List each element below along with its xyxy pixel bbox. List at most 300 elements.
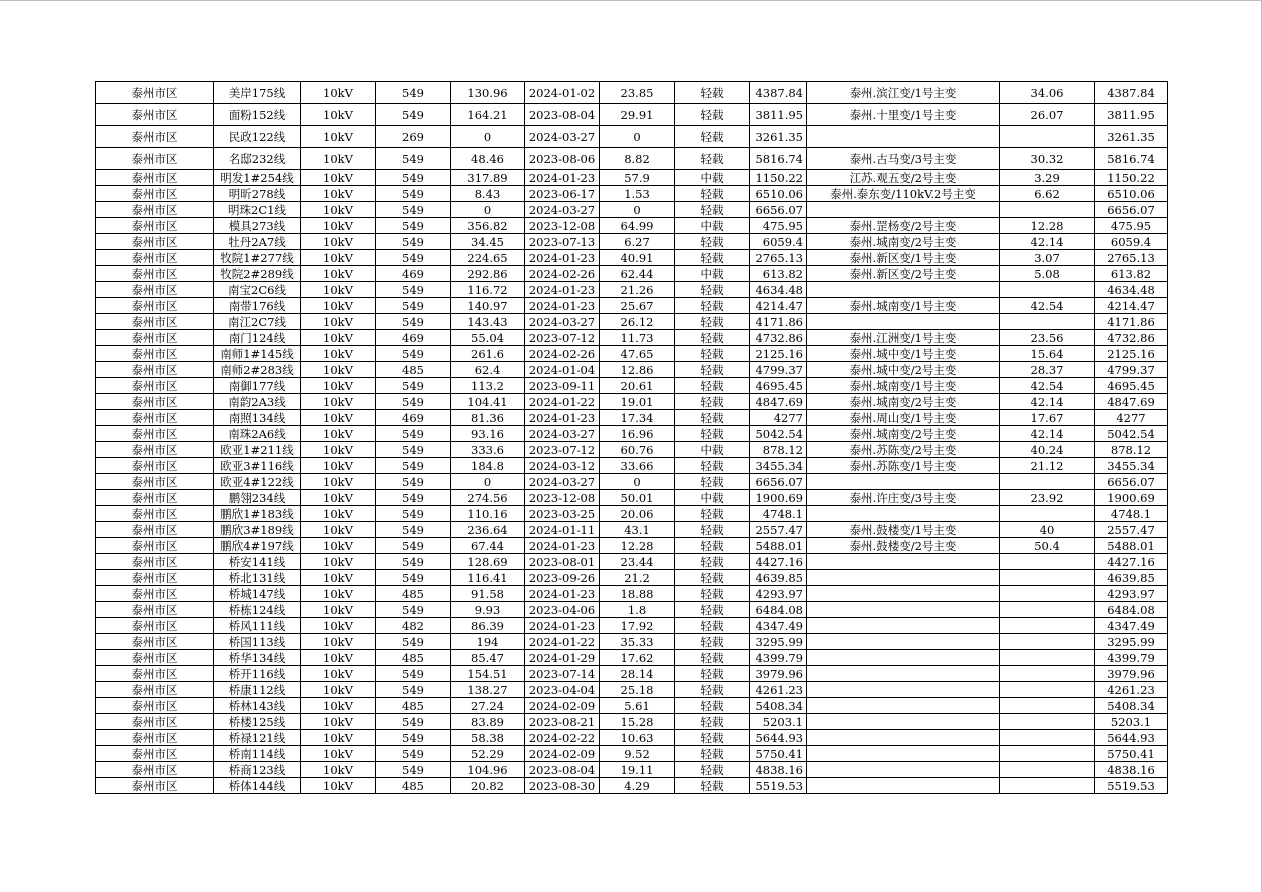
table-row <box>96 554 1168 570</box>
date-cell: 2023-08-30 <box>525 778 600 794</box>
region-cell: 泰州市区 <box>96 202 214 218</box>
open-capacity-cell: 4387.84 <box>1095 82 1168 104</box>
load-rate-cell: 33.66 <box>600 458 675 474</box>
table-row <box>96 746 1168 762</box>
transformer-load-rate-cell: 15.64 <box>1000 346 1095 362</box>
region-cell: 泰州市区 <box>96 442 214 458</box>
load-status-cell: 轻载 <box>675 346 750 362</box>
transformer-load-rate-cell <box>1000 602 1095 618</box>
region-cell: 泰州市区 <box>96 490 214 506</box>
substation-transformer-cell <box>807 126 1000 148</box>
load-status-cell: 轻载 <box>675 426 750 442</box>
feeder-name-cell: 明珠2C1线 <box>214 202 301 218</box>
voltage-cell: 10kV <box>301 298 376 314</box>
date-cell: 2024-01-23 <box>525 538 600 554</box>
load-status-cell: 轻载 <box>675 410 750 426</box>
feeder-name-cell: 明昕278线 <box>214 186 301 202</box>
table-row <box>96 186 1168 202</box>
available-capacity-cell: 4732.86 <box>750 330 807 346</box>
substation-transformer-cell: 泰州.城南变/2号主变 <box>807 394 1000 410</box>
date-cell: 2024-01-29 <box>525 650 600 666</box>
feeder-name-cell: 欧亚1#211线 <box>214 442 301 458</box>
max-load-cell: 55.04 <box>451 330 525 346</box>
date-cell: 2024-01-11 <box>525 522 600 538</box>
available-capacity-cell: 2557.47 <box>750 522 807 538</box>
feeder-name-cell: 美岸175线 <box>214 82 301 104</box>
date-cell: 2024-01-23 <box>525 410 600 426</box>
substation-transformer-cell: 江苏.观五变/2号主变 <box>807 170 1000 186</box>
feeder-name-cell: 桥风111线 <box>214 618 301 634</box>
date-cell: 2023-04-06 <box>525 602 600 618</box>
substation-transformer-cell: 泰州.十里变/1号主变 <box>807 104 1000 126</box>
substation-transformer-cell: 泰州.滨江变/1号主变 <box>807 82 1000 104</box>
transformer-load-rate-cell <box>1000 634 1095 650</box>
load-status-cell: 轻载 <box>675 330 750 346</box>
table-row <box>96 570 1168 586</box>
transformer-load-rate-cell: 42.54 <box>1000 298 1095 314</box>
load-rate-cell: 20.06 <box>600 506 675 522</box>
table-row <box>96 602 1168 618</box>
date-cell: 2024-01-23 <box>525 282 600 298</box>
rated-capacity-cell: 549 <box>376 538 451 554</box>
load-rate-cell: 11.73 <box>600 330 675 346</box>
date-cell: 2023-08-06 <box>525 148 600 170</box>
date-cell: 2023-12-08 <box>525 218 600 234</box>
max-load-cell: 113.2 <box>451 378 525 394</box>
feeder-name-cell: 桥安141线 <box>214 554 301 570</box>
feeder-name-cell: 桥康112线 <box>214 682 301 698</box>
feeder-name-cell: 南师1#145线 <box>214 346 301 362</box>
transformer-load-rate-cell <box>1000 778 1095 794</box>
rated-capacity-cell: 549 <box>376 250 451 266</box>
feeder-name-cell: 桥城147线 <box>214 586 301 602</box>
substation-transformer-cell <box>807 762 1000 778</box>
voltage-cell: 10kV <box>301 282 376 298</box>
open-capacity-cell: 4347.49 <box>1095 618 1168 634</box>
rated-capacity-cell: 549 <box>376 746 451 762</box>
table-row <box>96 234 1168 250</box>
load-status-cell: 轻载 <box>675 554 750 570</box>
voltage-cell: 10kV <box>301 602 376 618</box>
feeder-name-cell: 民政122线 <box>214 126 301 148</box>
rated-capacity-cell: 485 <box>376 778 451 794</box>
feeder-name-cell: 鹏欣3#189线 <box>214 522 301 538</box>
load-status-cell: 轻载 <box>675 714 750 730</box>
feeder-name-cell: 牧院2#289线 <box>214 266 301 282</box>
date-cell: 2023-08-04 <box>525 104 600 126</box>
voltage-cell: 10kV <box>301 218 376 234</box>
table-row <box>96 298 1168 314</box>
open-capacity-cell: 613.82 <box>1095 266 1168 282</box>
substation-transformer-cell <box>807 682 1000 698</box>
feeder-name-cell: 欧亚4#122线 <box>214 474 301 490</box>
open-capacity-cell: 4799.37 <box>1095 362 1168 378</box>
available-capacity-cell: 3295.99 <box>750 634 807 650</box>
region-cell: 泰州市区 <box>96 682 214 698</box>
load-rate-cell: 1.53 <box>600 186 675 202</box>
available-capacity-cell: 3811.95 <box>750 104 807 126</box>
substation-transformer-cell <box>807 666 1000 682</box>
substation-transformer-cell: 泰州.苏陈变/2号主变 <box>807 442 1000 458</box>
transformer-load-rate-cell: 34.06 <box>1000 82 1095 104</box>
voltage-cell: 10kV <box>301 148 376 170</box>
available-capacity-cell: 5519.53 <box>750 778 807 794</box>
max-load-cell: 62.4 <box>451 362 525 378</box>
max-load-cell: 52.29 <box>451 746 525 762</box>
load-status-cell: 轻载 <box>675 148 750 170</box>
voltage-cell: 10kV <box>301 490 376 506</box>
transformer-load-rate-cell <box>1000 474 1095 490</box>
feeder-name-cell: 桥商123线 <box>214 762 301 778</box>
substation-transformer-cell <box>807 634 1000 650</box>
rated-capacity-cell: 549 <box>376 714 451 730</box>
available-capacity-cell: 475.95 <box>750 218 807 234</box>
voltage-cell: 10kV <box>301 410 376 426</box>
available-capacity-cell: 5488.01 <box>750 538 807 554</box>
available-capacity-cell: 4171.86 <box>750 314 807 330</box>
feeder-name-cell: 南江2C7线 <box>214 314 301 330</box>
date-cell: 2023-08-01 <box>525 554 600 570</box>
table-row <box>96 474 1168 490</box>
transformer-load-rate-cell: 42.14 <box>1000 234 1095 250</box>
load-status-cell: 轻载 <box>675 82 750 104</box>
date-cell: 2024-01-04 <box>525 362 600 378</box>
date-cell: 2024-01-02 <box>525 82 600 104</box>
voltage-cell: 10kV <box>301 202 376 218</box>
available-capacity-cell: 6656.07 <box>750 202 807 218</box>
date-cell: 2023-08-21 <box>525 714 600 730</box>
substation-transformer-cell <box>807 202 1000 218</box>
transformer-load-rate-cell: 40 <box>1000 522 1095 538</box>
load-status-cell: 轻载 <box>675 618 750 634</box>
date-cell: 2023-12-08 <box>525 490 600 506</box>
available-capacity-cell: 6656.07 <box>750 474 807 490</box>
voltage-cell: 10kV <box>301 330 376 346</box>
voltage-cell: 10kV <box>301 474 376 490</box>
available-capacity-cell: 1150.22 <box>750 170 807 186</box>
max-load-cell: 9.93 <box>451 602 525 618</box>
rated-capacity-cell: 549 <box>376 346 451 362</box>
table-row <box>96 682 1168 698</box>
voltage-cell: 10kV <box>301 250 376 266</box>
date-cell: 2023-07-12 <box>525 442 600 458</box>
open-capacity-cell: 1150.22 <box>1095 170 1168 186</box>
region-cell: 泰州市区 <box>96 148 214 170</box>
available-capacity-cell: 4695.45 <box>750 378 807 394</box>
open-capacity-cell: 3261.35 <box>1095 126 1168 148</box>
feeder-name-cell: 鹏欣1#183线 <box>214 506 301 522</box>
page-border-top <box>0 0 1262 1</box>
available-capacity-cell: 6484.08 <box>750 602 807 618</box>
substation-transformer-cell <box>807 746 1000 762</box>
feeder-name-cell: 南珠2A6线 <box>214 426 301 442</box>
date-cell: 2023-04-04 <box>525 682 600 698</box>
transformer-load-rate-cell <box>1000 730 1095 746</box>
voltage-cell: 10kV <box>301 378 376 394</box>
rated-capacity-cell: 485 <box>376 698 451 714</box>
substation-transformer-cell <box>807 698 1000 714</box>
table-row <box>96 650 1168 666</box>
voltage-cell: 10kV <box>301 362 376 378</box>
transformer-load-rate-cell <box>1000 570 1095 586</box>
open-capacity-cell: 6059.4 <box>1095 234 1168 250</box>
table-row <box>96 618 1168 634</box>
region-cell: 泰州市区 <box>96 410 214 426</box>
substation-transformer-cell <box>807 602 1000 618</box>
rated-capacity-cell: 549 <box>376 522 451 538</box>
load-rate-cell: 40.91 <box>600 250 675 266</box>
voltage-cell: 10kV <box>301 762 376 778</box>
transformer-load-rate-cell: 6.62 <box>1000 186 1095 202</box>
max-load-cell: 116.72 <box>451 282 525 298</box>
region-cell: 泰州市区 <box>96 218 214 234</box>
region-cell: 泰州市区 <box>96 458 214 474</box>
substation-transformer-cell: 泰州.周山变/1号主变 <box>807 410 1000 426</box>
load-rate-cell: 9.52 <box>600 746 675 762</box>
region-cell: 泰州市区 <box>96 634 214 650</box>
table-row <box>96 394 1168 410</box>
load-rate-cell: 12.28 <box>600 538 675 554</box>
voltage-cell: 10kV <box>301 682 376 698</box>
transformer-load-rate-cell: 42.14 <box>1000 426 1095 442</box>
open-capacity-cell: 4293.97 <box>1095 586 1168 602</box>
date-cell: 2024-03-27 <box>525 126 600 148</box>
load-status-cell: 轻载 <box>675 778 750 794</box>
table-row <box>96 778 1168 794</box>
max-load-cell: 116.41 <box>451 570 525 586</box>
transformer-load-rate-cell: 23.56 <box>1000 330 1095 346</box>
rated-capacity-cell: 549 <box>376 282 451 298</box>
transformer-load-rate-cell <box>1000 666 1095 682</box>
substation-transformer-cell: 泰州.城南变/1号主变 <box>807 378 1000 394</box>
substation-transformer-cell: 泰州.城南变/2号主变 <box>807 234 1000 250</box>
available-capacity-cell: 5644.93 <box>750 730 807 746</box>
load-rate-cell: 10.63 <box>600 730 675 746</box>
max-load-cell: 85.47 <box>451 650 525 666</box>
feeder-name-cell: 桥体144线 <box>214 778 301 794</box>
max-load-cell: 34.45 <box>451 234 525 250</box>
max-load-cell: 128.69 <box>451 554 525 570</box>
feeder-name-cell: 明发1#254线 <box>214 170 301 186</box>
open-capacity-cell: 3295.99 <box>1095 634 1168 650</box>
max-load-cell: 48.46 <box>451 148 525 170</box>
max-load-cell: 274.56 <box>451 490 525 506</box>
available-capacity-cell: 4838.16 <box>750 762 807 778</box>
load-rate-cell: 62.44 <box>600 266 675 282</box>
voltage-cell: 10kV <box>301 586 376 602</box>
rated-capacity-cell: 549 <box>376 666 451 682</box>
open-capacity-cell: 4639.85 <box>1095 570 1168 586</box>
load-rate-cell: 26.12 <box>600 314 675 330</box>
rated-capacity-cell: 549 <box>376 170 451 186</box>
open-capacity-cell: 5042.54 <box>1095 426 1168 442</box>
load-status-cell: 轻载 <box>675 104 750 126</box>
feeder-load-table <box>95 81 1168 794</box>
max-load-cell: 8.43 <box>451 186 525 202</box>
load-rate-cell: 28.14 <box>600 666 675 682</box>
available-capacity-cell: 4347.49 <box>750 618 807 634</box>
table-row <box>96 490 1168 506</box>
transformer-load-rate-cell <box>1000 762 1095 778</box>
available-capacity-cell: 2765.13 <box>750 250 807 266</box>
date-cell: 2024-01-23 <box>525 298 600 314</box>
open-capacity-cell: 4399.79 <box>1095 650 1168 666</box>
substation-transformer-cell <box>807 650 1000 666</box>
substation-transformer-cell <box>807 474 1000 490</box>
table-row <box>96 538 1168 554</box>
table-row <box>96 378 1168 394</box>
available-capacity-cell: 4639.85 <box>750 570 807 586</box>
transformer-load-rate-cell: 3.07 <box>1000 250 1095 266</box>
max-load-cell: 140.97 <box>451 298 525 314</box>
available-capacity-cell: 5203.1 <box>750 714 807 730</box>
max-load-cell: 93.16 <box>451 426 525 442</box>
load-status-cell: 轻载 <box>675 650 750 666</box>
date-cell: 2024-01-22 <box>525 634 600 650</box>
table-row <box>96 426 1168 442</box>
table-row <box>96 666 1168 682</box>
load-rate-cell: 23.44 <box>600 554 675 570</box>
max-load-cell: 261.6 <box>451 346 525 362</box>
voltage-cell: 10kV <box>301 426 376 442</box>
load-status-cell: 轻载 <box>675 586 750 602</box>
max-load-cell: 224.65 <box>451 250 525 266</box>
substation-transformer-cell: 泰州.罡杨变/2号主变 <box>807 218 1000 234</box>
max-load-cell: 67.44 <box>451 538 525 554</box>
voltage-cell: 10kV <box>301 506 376 522</box>
table-row <box>96 442 1168 458</box>
max-load-cell: 83.89 <box>451 714 525 730</box>
max-load-cell: 143.43 <box>451 314 525 330</box>
max-load-cell: 104.96 <box>451 762 525 778</box>
date-cell: 2024-01-23 <box>525 618 600 634</box>
feeder-name-cell: 南照134线 <box>214 410 301 426</box>
region-cell: 泰州市区 <box>96 714 214 730</box>
load-rate-cell: 35.33 <box>600 634 675 650</box>
substation-transformer-cell: 泰州.泰东变/110kV.2号主变 <box>807 186 1000 202</box>
load-status-cell: 轻载 <box>675 202 750 218</box>
transformer-load-rate-cell <box>1000 618 1095 634</box>
feeder-name-cell: 牧院1#277线 <box>214 250 301 266</box>
table-row <box>96 506 1168 522</box>
feeder-name-cell: 模具273线 <box>214 218 301 234</box>
voltage-cell: 10kV <box>301 746 376 762</box>
substation-transformer-cell: 泰州.新区变/2号主变 <box>807 266 1000 282</box>
substation-transformer-cell <box>807 778 1000 794</box>
available-capacity-cell: 4261.23 <box>750 682 807 698</box>
table-row <box>96 218 1168 234</box>
date-cell: 2024-02-09 <box>525 698 600 714</box>
available-capacity-cell: 3261.35 <box>750 126 807 148</box>
substation-transformer-cell: 泰州.城南变/2号主变 <box>807 426 1000 442</box>
available-capacity-cell: 4277 <box>750 410 807 426</box>
load-rate-cell: 50.01 <box>600 490 675 506</box>
region-cell: 泰州市区 <box>96 234 214 250</box>
max-load-cell: 110.16 <box>451 506 525 522</box>
load-status-cell: 中载 <box>675 170 750 186</box>
transformer-load-rate-cell: 3.29 <box>1000 170 1095 186</box>
available-capacity-cell: 4427.16 <box>750 554 807 570</box>
substation-transformer-cell <box>807 570 1000 586</box>
load-status-cell: 轻载 <box>675 298 750 314</box>
transformer-load-rate-cell <box>1000 506 1095 522</box>
rated-capacity-cell: 469 <box>376 330 451 346</box>
open-capacity-cell: 4214.47 <box>1095 298 1168 314</box>
table-row <box>96 148 1168 170</box>
rated-capacity-cell: 549 <box>376 298 451 314</box>
region-cell: 泰州市区 <box>96 538 214 554</box>
table-row <box>96 698 1168 714</box>
region-cell: 泰州市区 <box>96 746 214 762</box>
table-row <box>96 634 1168 650</box>
rated-capacity-cell: 549 <box>376 730 451 746</box>
transformer-load-rate-cell: 42.14 <box>1000 394 1095 410</box>
max-load-cell: 0 <box>451 126 525 148</box>
table-row <box>96 346 1168 362</box>
feeder-name-cell: 南韵2A3线 <box>214 394 301 410</box>
rated-capacity-cell: 469 <box>376 266 451 282</box>
transformer-load-rate-cell: 17.67 <box>1000 410 1095 426</box>
table-row <box>96 458 1168 474</box>
feeder-name-cell: 桥华134线 <box>214 650 301 666</box>
table-row <box>96 126 1168 148</box>
region-cell: 泰州市区 <box>96 82 214 104</box>
date-cell: 2024-02-09 <box>525 746 600 762</box>
open-capacity-cell: 4732.86 <box>1095 330 1168 346</box>
available-capacity-cell: 4799.37 <box>750 362 807 378</box>
voltage-cell: 10kV <box>301 666 376 682</box>
voltage-cell: 10kV <box>301 554 376 570</box>
rated-capacity-cell: 269 <box>376 126 451 148</box>
transformer-load-rate-cell: 5.08 <box>1000 266 1095 282</box>
feeder-name-cell: 桥南114线 <box>214 746 301 762</box>
available-capacity-cell: 4634.48 <box>750 282 807 298</box>
open-capacity-cell: 475.95 <box>1095 218 1168 234</box>
transformer-load-rate-cell: 23.92 <box>1000 490 1095 506</box>
open-capacity-cell: 4277 <box>1095 410 1168 426</box>
date-cell: 2024-01-23 <box>525 250 600 266</box>
feeder-name-cell: 桥楼125线 <box>214 714 301 730</box>
date-cell: 2024-01-23 <box>525 586 600 602</box>
max-load-cell: 86.39 <box>451 618 525 634</box>
date-cell: 2024-03-27 <box>525 474 600 490</box>
region-cell: 泰州市区 <box>96 730 214 746</box>
available-capacity-cell: 5750.41 <box>750 746 807 762</box>
rated-capacity-cell: 549 <box>376 570 451 586</box>
substation-transformer-cell <box>807 586 1000 602</box>
open-capacity-cell: 1900.69 <box>1095 490 1168 506</box>
load-status-cell: 轻载 <box>675 570 750 586</box>
open-capacity-cell: 4171.86 <box>1095 314 1168 330</box>
load-status-cell: 轻载 <box>675 634 750 650</box>
transformer-load-rate-cell: 50.4 <box>1000 538 1095 554</box>
voltage-cell: 10kV <box>301 170 376 186</box>
load-status-cell: 轻载 <box>675 362 750 378</box>
max-load-cell: 184.8 <box>451 458 525 474</box>
open-capacity-cell: 5816.74 <box>1095 148 1168 170</box>
date-cell: 2023-07-14 <box>525 666 600 682</box>
region-cell: 泰州市区 <box>96 778 214 794</box>
max-load-cell: 27.24 <box>451 698 525 714</box>
available-capacity-cell: 3979.96 <box>750 666 807 682</box>
table-row <box>96 586 1168 602</box>
open-capacity-cell: 6656.07 <box>1095 474 1168 490</box>
table-row <box>96 762 1168 778</box>
transformer-load-rate-cell: 40.24 <box>1000 442 1095 458</box>
open-capacity-cell: 4748.1 <box>1095 506 1168 522</box>
table-row <box>96 266 1168 282</box>
feeder-name-cell: 桥禄121线 <box>214 730 301 746</box>
